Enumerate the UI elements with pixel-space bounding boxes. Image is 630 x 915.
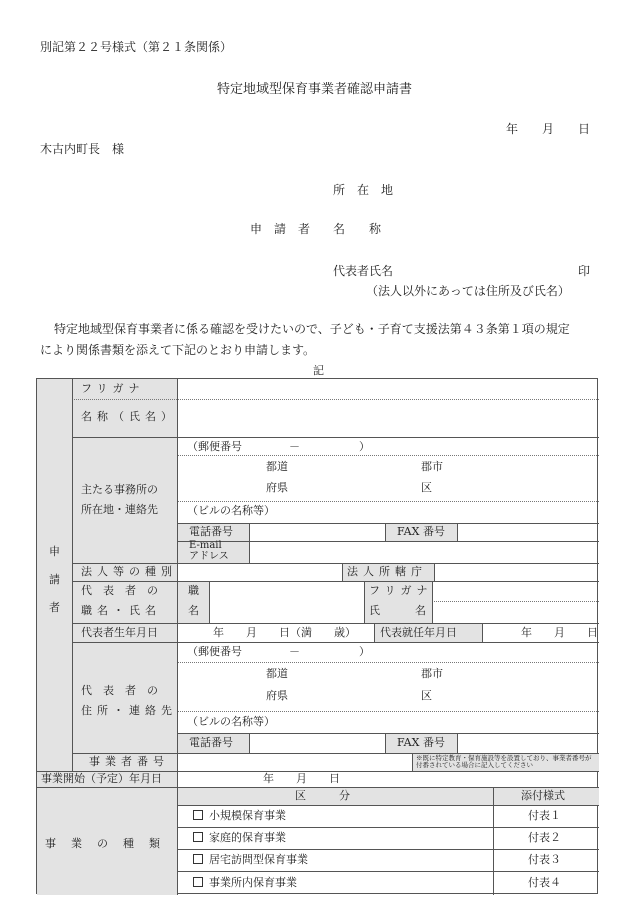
applicant-label: 申 請 者: [250, 222, 311, 236]
date-day: 日: [578, 122, 591, 136]
representative-label: 代表者氏名: [333, 264, 394, 278]
corp-office-label: 法人所轄庁: [347, 565, 427, 578]
furigana2-label: フリガナ: [369, 584, 433, 597]
form-number: 別記第２２号様式（第２１条関係）: [40, 40, 233, 54]
date-month: 月: [542, 122, 555, 136]
postal-dash: －: [289, 440, 300, 453]
ku-label: 区: [421, 481, 432, 494]
rep-label-2: 職名・氏名: [81, 604, 161, 617]
birth-value: 年 月 日（満 歳）: [213, 626, 356, 639]
business-label-2: 家庭的保育事業: [209, 831, 286, 844]
body-line-2: により関係書類を添えて下記のとおり申請します。: [40, 343, 316, 357]
rep-fax-label: FAX 番号: [397, 736, 445, 749]
start-date-label: 事業開始（予定）年月日: [41, 772, 162, 785]
applicant-vertical-2: 請: [49, 573, 60, 586]
office-label-2: 所在地・連絡先: [81, 503, 158, 516]
addressee: 木古内町長 様: [40, 142, 125, 156]
building-label: （ビルの名称等）: [187, 504, 275, 517]
birth-label: 代表者生年月日: [81, 626, 158, 639]
rep-postal-close: ）: [359, 645, 370, 658]
attach-header: 添付様式: [521, 789, 565, 802]
shoku-label: 職: [188, 584, 199, 597]
email-label-1: E-mail: [189, 540, 222, 551]
kubun-header: 区 分: [295, 789, 350, 802]
business-label-3: 居宅訪問型保育事業: [209, 853, 308, 866]
checkbox-home-based[interactable]: [193, 832, 203, 842]
email-label-2: アドレス: [189, 551, 229, 562]
rep-fuken-label: 府県: [266, 689, 288, 702]
rep-ku-label: 区: [421, 689, 432, 702]
postal-close: ）: [359, 440, 370, 453]
business-form-2: 付表２: [528, 831, 561, 844]
gunshi-label: 郡市: [421, 460, 443, 473]
operator-note: ※既に特定教育・保育施設等を設置しており、事業者番号が付番されている場合に記入してください: [416, 754, 592, 769]
fuken-label: 府県: [266, 481, 288, 494]
shi-label: 氏: [369, 604, 380, 617]
rep-postal-dash: －: [289, 645, 300, 658]
rep-phone-label: 電話番号: [189, 736, 233, 749]
ki-mark: 記: [313, 364, 324, 377]
business-row-2: [193, 831, 286, 845]
business-form-4: 付表４: [528, 876, 561, 889]
business-row-4: [193, 876, 297, 890]
start-date-value: 年 月 日: [263, 772, 340, 785]
rep-label-1: 代 表 者 の: [81, 584, 158, 597]
fax-label: FAX 番号: [397, 525, 445, 538]
business-label-1: 小規模保育事業: [209, 809, 286, 822]
body-line-1: 特定地域型保育事業者に係る確認を受けたいので、子ども・子育て支援法第４３条第１項の規定: [54, 322, 570, 336]
mei-label: 名: [188, 604, 199, 617]
business-form-1: 付表１: [528, 809, 561, 822]
business-label-4: 事業所内保育事業: [209, 876, 297, 889]
seal-mark: 印: [578, 264, 591, 278]
postal-label: （郵便番号: [187, 440, 242, 453]
business-form-3: 付表３: [528, 853, 561, 866]
todo-label: 都道: [266, 460, 288, 473]
rep-gunshi-label: 郡市: [421, 667, 443, 680]
rep-building-label: （ビルの名称等）: [187, 715, 275, 728]
operator-no-label: 事業者番号: [89, 755, 169, 768]
name-field-label: 名称（氏名）: [81, 410, 177, 423]
rep-addr-label-2: 住所・連絡先: [81, 704, 177, 717]
appoint-label: 代表就任年月日: [380, 626, 457, 639]
rep-postal-label: （郵便番号: [187, 645, 242, 658]
applicant-vertical-3: 者: [49, 601, 60, 614]
checkbox-home-visit[interactable]: [193, 854, 203, 864]
page-title: 特定地域型保育事業者確認申請書: [217, 82, 413, 97]
phone-label: 電話番号: [189, 525, 233, 538]
date-year: 年: [506, 122, 519, 136]
applicant-note: （法人以外にあっては住所及び氏名）: [366, 284, 570, 298]
checkbox-workplace[interactable]: [193, 877, 203, 887]
business-row-3: [193, 853, 308, 867]
business-row-1: [193, 809, 286, 823]
application-table: [36, 378, 598, 894]
rep-addr-label-1: 代 表 者 の: [81, 684, 158, 697]
checkbox-small-scale[interactable]: [193, 810, 203, 820]
appoint-value: 年 月 日: [521, 626, 598, 639]
corp-type-label: 法人等の種別: [81, 565, 177, 578]
office-label-1: 主たる事務所の: [81, 483, 158, 496]
location-label: 所 在 地: [333, 183, 394, 197]
applicant-vertical-1: 申: [49, 545, 60, 558]
rep-todo-label: 都道: [266, 667, 288, 680]
business-type-label: 事 業 の 種 類: [45, 837, 162, 850]
furigana-label: フリガナ: [81, 382, 145, 395]
name-label: 名 称: [333, 222, 382, 236]
mei2-label: 名: [415, 604, 426, 617]
